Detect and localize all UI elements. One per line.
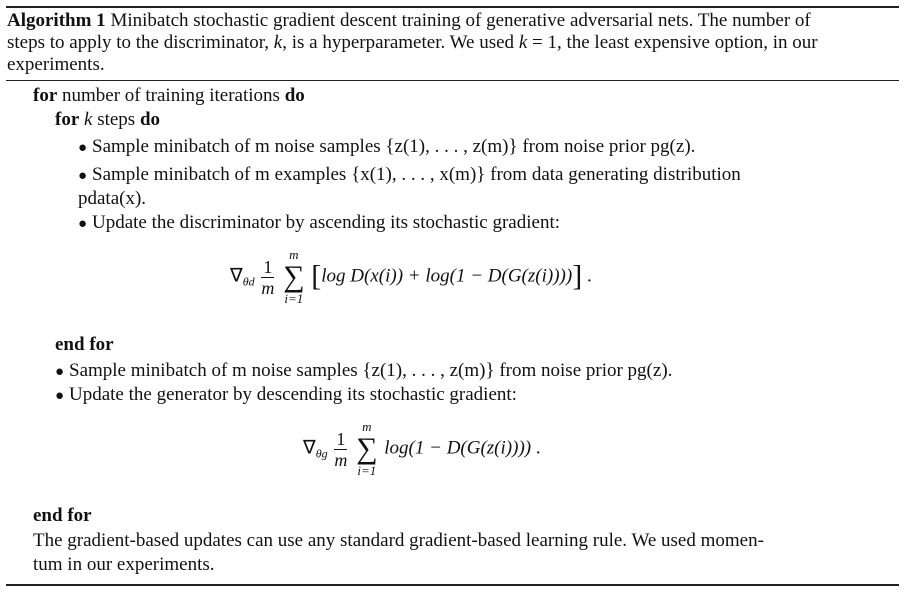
keyword-do: do: [139, 109, 161, 130]
generator-gradient-formula: $\nabla_{\theta g}$ $\frac{1}{m}$ m ∑ i=1 log(1 − D(G(z(i)))) .: [303, 419, 541, 478]
nabla-symbol: ∇: [230, 265, 243, 287]
sum-upper: m: [362, 419, 372, 434]
caption-line-1: [7, 10, 811, 32]
outer-bullet-1: [55, 360, 672, 383]
caption-text-2b: , is a hyperparameter. We used: [282, 32, 519, 53]
fraction-denominator: m: [261, 277, 275, 298]
outer-for-text: number of training iterations: [57, 85, 285, 106]
keyword-for: for: [55, 109, 80, 130]
caption-rule: [6, 80, 899, 81]
caption-text-2a: steps to apply to the discriminator,: [7, 32, 274, 53]
nabla-symbol: ∇: [303, 437, 316, 459]
caption-text-1: Minibatch stochastic gradient descent training of generative adversarial nets. The number of: [110, 10, 811, 31]
fraction: [334, 429, 347, 470]
sum-lower: i=1: [284, 291, 304, 306]
sigma-icon: ∑: [283, 260, 305, 293]
bullet-text: Sample minibatch of m noise samples {z(1), . . . , z(m)} from noise prior pg(z).: [92, 136, 696, 157]
bottom-rule: [6, 584, 899, 586]
inner-bullet-3: [78, 212, 560, 235]
fraction: [261, 257, 274, 298]
inner-bullet-2: [78, 164, 741, 187]
sigma-icon: ∑: [356, 432, 378, 465]
var-k: k: [84, 109, 93, 130]
caption-text-2c: = 1, the least expensive option, in our: [527, 32, 818, 53]
bullet-text: Update the discriminator by ascending its stochastic gradient:: [92, 212, 561, 233]
var-k: k: [518, 32, 528, 53]
bracket-close: ]: [572, 259, 583, 293]
summation: [283, 248, 304, 306]
keyword-do: do: [284, 85, 305, 106]
bullet-icon: ●: [55, 388, 65, 404]
caption-line-3: experiments.: [7, 54, 105, 75]
sum-lower: i=1: [357, 463, 377, 478]
formula-body: log(1 − D(G(z(i)))): [384, 437, 532, 459]
bullet-text: Sample minibatch of m examples {x(1), . . . , x(m)} from data generating distribution: [92, 164, 741, 185]
caption-line-2: [7, 32, 818, 54]
fraction-numerator: 1: [336, 428, 346, 449]
algorithm-label: Algorithm 1: [7, 10, 106, 31]
discriminator-gradient-formula: $\nabla_{\theta d}$ $\frac{1}{m}$ m ∑ i=1 [log D(x(i)) + log(1 − D(G(z(i))))] .: [230, 247, 592, 306]
inner-for-line: [55, 109, 160, 131]
bullet-icon: ●: [78, 216, 88, 232]
outer-for-line: [33, 85, 305, 107]
bullet-icon: ●: [78, 168, 88, 184]
outer-end-for: end for: [33, 505, 92, 526]
note-line-2: tum in our experiments.: [33, 554, 215, 575]
summation: [356, 420, 377, 478]
top-rule: [6, 6, 899, 8]
note-line-1: The gradient-based updates can use any standard gradient-based learning rule. We used momen-: [33, 530, 764, 551]
sum-upper: m: [289, 247, 299, 262]
inner-bullet-1: [78, 136, 695, 159]
bullet-text: Sample minibatch of m noise samples {z(1), . . . , z(m)} from noise prior pg(z).: [69, 360, 673, 381]
bullet-icon: ●: [78, 140, 88, 156]
outer-bullet-2: [55, 384, 517, 407]
theta-d-subscript: θd: [242, 274, 255, 289]
bracket-open: [: [311, 259, 322, 293]
bullet-text: Update the generator by descending its stochastic gradient:: [69, 384, 517, 405]
bullet-icon: ●: [55, 364, 65, 380]
inner-bullet-2-cont: pdata(x).: [78, 188, 147, 209]
fraction-denominator: m: [334, 449, 348, 470]
inner-end-for: end for: [55, 334, 114, 355]
keyword-for: for: [33, 85, 58, 106]
var-k: k: [273, 32, 283, 53]
theta-g-subscript: θg: [315, 446, 328, 461]
inner-for-text: steps: [92, 109, 140, 130]
fraction-numerator: 1: [263, 256, 273, 277]
formula-body: log D(x(i)) + log(1 − D(G(z(i)))): [321, 265, 573, 287]
